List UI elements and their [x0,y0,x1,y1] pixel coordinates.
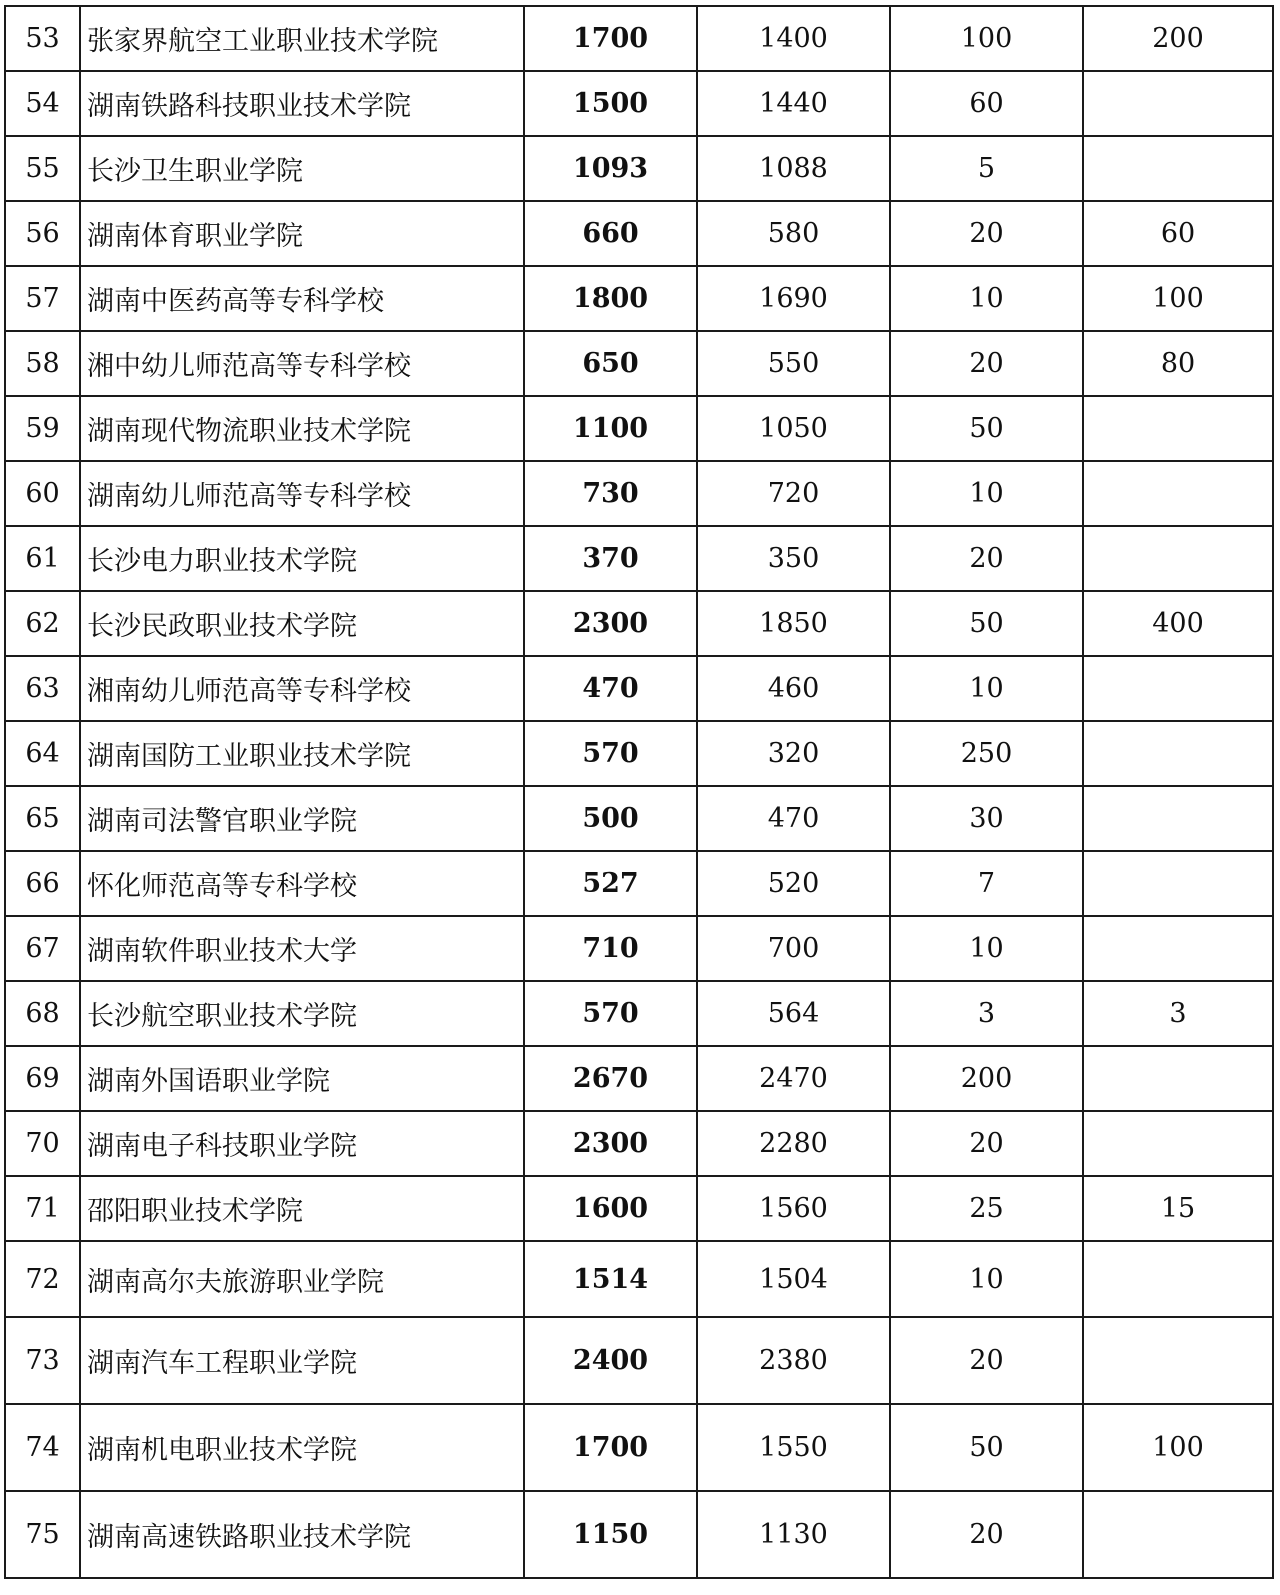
total-quota-cell: 370 [524,526,697,591]
total-quota-cell: 2300 [524,591,697,656]
quota-col-1-cell: 2470 [697,1046,890,1111]
total-quota-cell: 660 [524,201,697,266]
total-quota-cell: 1500 [524,71,697,136]
total-quota-cell: 1800 [524,266,697,331]
total-quota-cell: 2400 [524,1317,697,1404]
quota-col-3-cell: 3 [1083,981,1273,1046]
total-quota-cell: 570 [524,981,697,1046]
total-quota-cell: 470 [524,656,697,721]
table-row [5,136,1273,201]
school-name-cell: 长沙电力职业技术学院 [80,526,524,591]
row-number-cell: 64 [5,721,80,786]
total-quota-cell: 2670 [524,1046,697,1111]
school-name-cell: 湖南机电职业技术学院 [80,1404,524,1491]
quota-col-2-cell: 25 [890,1176,1083,1241]
table-row [5,786,1273,851]
quota-col-3-cell [1083,461,1273,526]
quota-col-1-cell: 1690 [697,266,890,331]
row-number-cell: 58 [5,331,80,396]
quota-col-1-cell: 1130 [697,1491,890,1578]
quota-col-3-cell [1083,721,1273,786]
row-number-cell: 67 [5,916,80,981]
row-number-cell: 61 [5,526,80,591]
table-row [5,1111,1273,1176]
school-name-cell: 湘中幼儿师范高等专科学校 [80,331,524,396]
quota-col-2-cell: 10 [890,656,1083,721]
quota-col-3-cell [1083,1046,1273,1111]
quota-col-3-cell [1083,786,1273,851]
quota-col-1-cell: 720 [697,461,890,526]
school-name-cell: 湖南国防工业职业技术学院 [80,721,524,786]
quota-col-2-cell: 10 [890,266,1083,331]
quota-col-3-cell: 200 [1083,6,1273,71]
school-name-cell: 湖南中医药高等专科学校 [80,266,524,331]
quota-col-2-cell: 20 [890,331,1083,396]
quota-col-1-cell: 470 [697,786,890,851]
quota-col-1-cell: 1440 [697,71,890,136]
school-name-cell: 湖南汽车工程职业学院 [80,1317,524,1404]
quota-col-1-cell: 580 [697,201,890,266]
quota-col-3-cell: 80 [1083,331,1273,396]
school-name-cell: 湖南现代物流职业技术学院 [80,396,524,461]
row-number-cell: 54 [5,71,80,136]
school-name-cell: 张家界航空工业职业技术学院 [80,6,524,71]
quota-col-2-cell: 50 [890,591,1083,656]
row-number-cell: 60 [5,461,80,526]
table-row [5,851,1273,916]
quota-col-1-cell: 564 [697,981,890,1046]
row-number-cell: 53 [5,6,80,71]
table-row [5,266,1273,331]
school-name-cell: 湖南体育职业学院 [80,201,524,266]
quota-col-1-cell: 320 [697,721,890,786]
row-number-cell: 56 [5,201,80,266]
quota-col-2-cell: 20 [890,1317,1083,1404]
quota-col-3-cell [1083,526,1273,591]
table-row [5,461,1273,526]
row-number-cell: 65 [5,786,80,851]
row-number-cell: 55 [5,136,80,201]
quota-col-2-cell: 20 [890,1491,1083,1578]
quota-col-2-cell: 20 [890,526,1083,591]
quota-col-1-cell: 1088 [697,136,890,201]
row-number-cell: 59 [5,396,80,461]
quota-col-2-cell: 250 [890,721,1083,786]
school-name-cell: 湖南电子科技职业学院 [80,1111,524,1176]
table-row [5,526,1273,591]
table-row [5,656,1273,721]
table-row [5,916,1273,981]
row-number-cell: 62 [5,591,80,656]
total-quota-cell: 527 [524,851,697,916]
school-name-cell: 邵阳职业技术学院 [80,1176,524,1241]
table-row [5,1404,1273,1491]
school-name-cell: 长沙民政职业技术学院 [80,591,524,656]
quota-col-3-cell: 15 [1083,1176,1273,1241]
school-name-cell: 湖南软件职业技术大学 [80,916,524,981]
quota-col-3-cell [1083,71,1273,136]
school-name-cell: 怀化师范高等专科学校 [80,851,524,916]
quota-col-3-cell [1083,656,1273,721]
quota-col-2-cell: 200 [890,1046,1083,1111]
row-number-cell: 71 [5,1176,80,1241]
quota-col-3-cell [1083,1317,1273,1404]
quota-col-2-cell: 60 [890,71,1083,136]
quota-col-3-cell: 400 [1083,591,1273,656]
total-quota-cell: 1514 [524,1241,697,1317]
school-name-cell: 湘南幼儿师范高等专科学校 [80,656,524,721]
quota-col-1-cell: 350 [697,526,890,591]
quota-col-2-cell: 30 [890,786,1083,851]
table-row [5,1491,1273,1578]
quota-col-3-cell [1083,851,1273,916]
school-name-cell: 湖南幼儿师范高等专科学校 [80,461,524,526]
quota-col-2-cell: 10 [890,916,1083,981]
row-number-cell: 57 [5,266,80,331]
quota-col-2-cell: 20 [890,201,1083,266]
quota-col-1-cell: 1400 [697,6,890,71]
total-quota-cell: 500 [524,786,697,851]
quota-col-2-cell: 3 [890,981,1083,1046]
table-row [5,1176,1273,1241]
row-number-cell: 68 [5,981,80,1046]
table-row [5,201,1273,266]
table-row [5,331,1273,396]
quota-col-1-cell: 520 [697,851,890,916]
quota-col-3-cell: 60 [1083,201,1273,266]
quota-col-2-cell: 5 [890,136,1083,201]
quota-col-2-cell: 10 [890,461,1083,526]
quota-col-3-cell [1083,1491,1273,1578]
row-number-cell: 70 [5,1111,80,1176]
row-number-cell: 74 [5,1404,80,1491]
total-quota-cell: 1150 [524,1491,697,1578]
total-quota-cell: 730 [524,461,697,526]
quota-col-3-cell [1083,1241,1273,1317]
total-quota-cell: 1600 [524,1176,697,1241]
total-quota-cell: 1700 [524,6,697,71]
total-quota-cell: 570 [524,721,697,786]
row-number-cell: 69 [5,1046,80,1111]
quota-col-3-cell: 100 [1083,1404,1273,1491]
school-name-cell: 长沙航空职业技术学院 [80,981,524,1046]
quota-col-2-cell: 10 [890,1241,1083,1317]
quota-col-2-cell: 7 [890,851,1083,916]
enrollment-table [4,5,1274,1579]
table-row [5,591,1273,656]
school-name-cell: 湖南铁路科技职业技术学院 [80,71,524,136]
row-number-cell: 75 [5,1491,80,1578]
quota-col-2-cell: 50 [890,1404,1083,1491]
row-number-cell: 73 [5,1317,80,1404]
school-name-cell: 湖南高尔夫旅游职业学院 [80,1241,524,1317]
table-body [5,6,1273,1578]
row-number-cell: 72 [5,1241,80,1317]
total-quota-cell: 1100 [524,396,697,461]
table-row [5,1241,1273,1317]
total-quota-cell: 710 [524,916,697,981]
quota-col-3-cell [1083,136,1273,201]
table-row [5,1046,1273,1111]
quota-col-3-cell [1083,396,1273,461]
quota-col-1-cell: 1050 [697,396,890,461]
table-row [5,981,1273,1046]
table-row [5,396,1273,461]
quota-col-1-cell: 1850 [697,591,890,656]
quota-col-1-cell: 1550 [697,1404,890,1491]
quota-col-3-cell [1083,916,1273,981]
quota-col-2-cell: 100 [890,6,1083,71]
table-row [5,71,1273,136]
row-number-cell: 63 [5,656,80,721]
quota-col-1-cell: 1560 [697,1176,890,1241]
table-row [5,1317,1273,1404]
table-row [5,721,1273,786]
total-quota-cell: 2300 [524,1111,697,1176]
table-row [5,6,1273,71]
school-name-cell: 湖南外国语职业学院 [80,1046,524,1111]
school-name-cell: 湖南高速铁路职业技术学院 [80,1491,524,1578]
quota-col-1-cell: 2280 [697,1111,890,1176]
row-number-cell: 66 [5,851,80,916]
quota-col-1-cell: 2380 [697,1317,890,1404]
quota-col-1-cell: 700 [697,916,890,981]
quota-col-1-cell: 1504 [697,1241,890,1317]
quota-col-1-cell: 460 [697,656,890,721]
total-quota-cell: 1093 [524,136,697,201]
quota-col-3-cell [1083,1111,1273,1176]
quota-col-3-cell: 100 [1083,266,1273,331]
quota-col-2-cell: 20 [890,1111,1083,1176]
school-name-cell: 湖南司法警官职业学院 [80,786,524,851]
total-quota-cell: 650 [524,331,697,396]
total-quota-cell: 1700 [524,1404,697,1491]
school-name-cell: 长沙卫生职业学院 [80,136,524,201]
quota-col-1-cell: 550 [697,331,890,396]
quota-col-2-cell: 50 [890,396,1083,461]
